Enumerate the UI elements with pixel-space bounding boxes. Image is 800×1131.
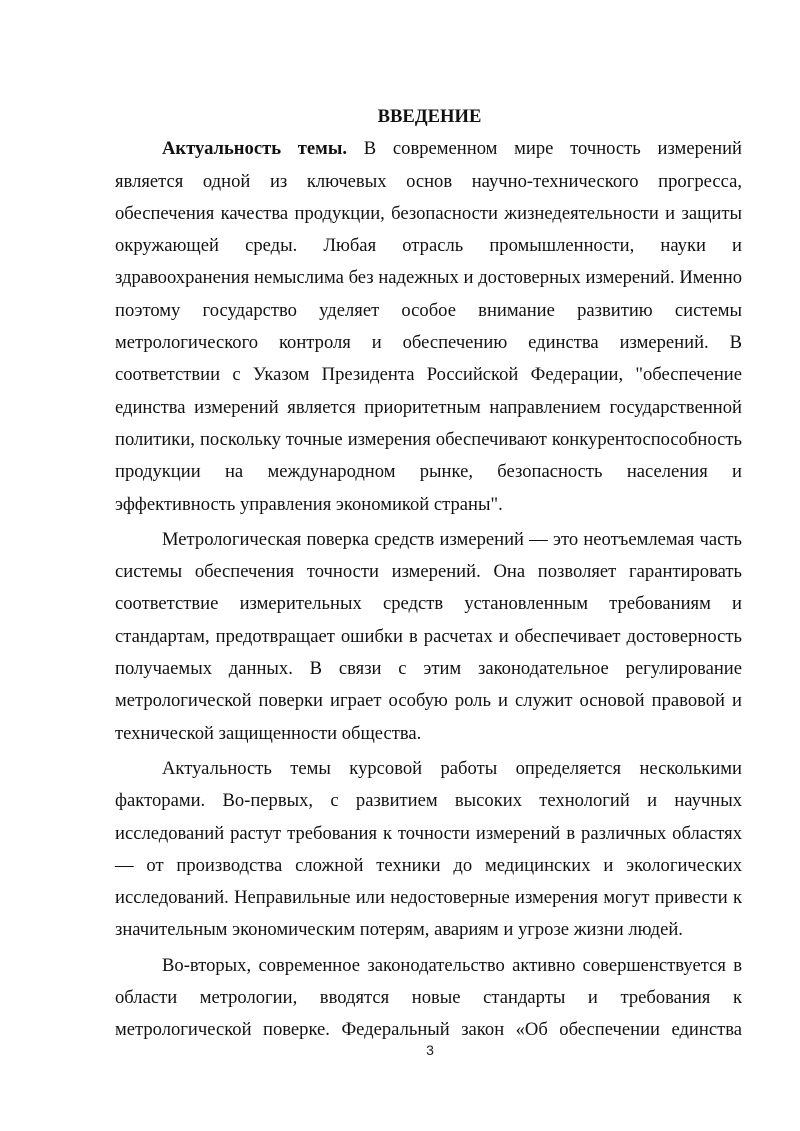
paragraph-factors: Актуальность темы курсовой работы определяется несколькими факторами. Во-первых, с развитием высоких технологий и научных исследований растут требования к точности измерений в различных областях — от производства сложной техники до медицинских и экологических исследований. Неправильные или недостоверные измерения могут привести к значительным экономическим потерям, авариям и угрозе жизни людей. (115, 757, 742, 941)
paragraph-text: В современном мире точность измерений является одной из ключевых основ научно-технического прогресса, обеспечения качества продукции, безопасности жизнедеятельности и защиты окружающей среды. Любая отрасль промышленности, науки и здравоохранения немыслима без надежных и достоверных измерений. Именно поэтому государство уделяет особое внимание развитию системы метрологического контроля и обеспечению единства измерений. В соответствии с Указом Президента Российской Федерации, "обеспечение единства измерений является приоритетным направлением государственной политики, поскольку точные измерения обеспечивают конкурентоспособность продукции на международном рынке, безопасность населения и эффективность управления экономикой страны". (115, 138, 742, 515)
section-heading: ВВЕДЕНИЕ (377, 106, 482, 127)
paragraph-verification: Метрологическая поверка средств измерений — это неотъемлемая часть системы обеспечения точности измерений. Она позволяет гарантировать соответствие измерительных средств установленным требованиям и стандартам, предотвращает ошибки в расчетах и обеспечивает достоверность получаемых данных. В связи с этим законодательное регулирование метрологической поверки играет особую роль и служит основой правовой и технической защищенности общества. (115, 528, 742, 744)
paragraph-relevance (115, 133, 742, 521)
page-number: 3 (426, 1042, 434, 1058)
paragraph-legislation: Во-вторых, современное законодательство активно совершенствуется в области метрологии, вводятся новые стандарты и требования к метрологической поверке. Федеральный закон «Об обеспечении единства (115, 954, 742, 1041)
paragraph-lead: Актуальность темы. (162, 138, 347, 160)
page-content (115, 101, 742, 1047)
